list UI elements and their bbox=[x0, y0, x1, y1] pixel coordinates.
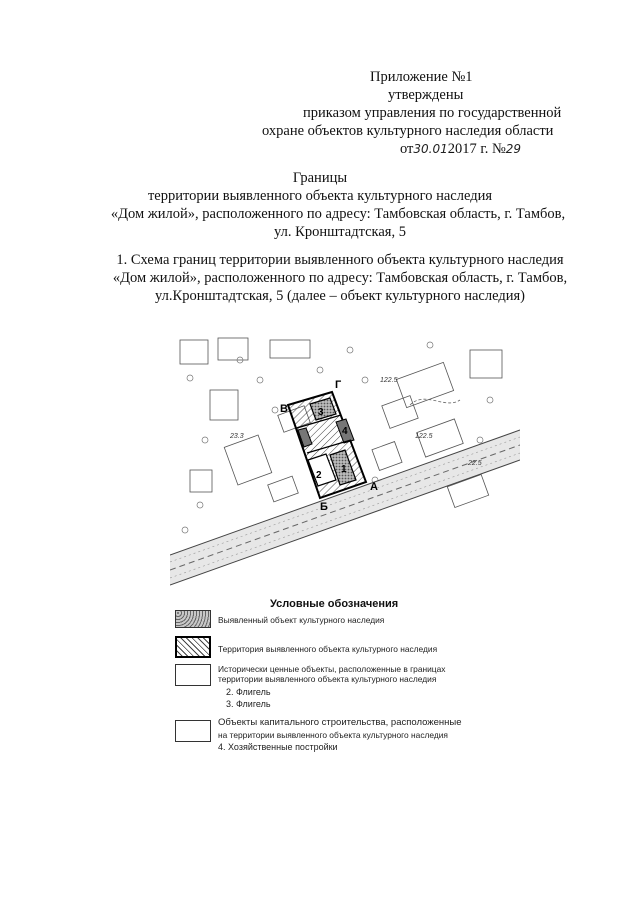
parcel-number-4: 4 bbox=[342, 426, 348, 437]
elevation-mark-2: 23.3 bbox=[230, 433, 244, 440]
legend-title: Условные обозначения bbox=[270, 598, 399, 610]
date-prefix: от bbox=[400, 141, 414, 157]
boundary-map bbox=[170, 330, 520, 590]
point-label-g: Г bbox=[335, 379, 342, 391]
legend-sub-outbuilding-2: 2. Флигель bbox=[226, 687, 271, 697]
legend-swatch-historic bbox=[175, 664, 211, 686]
parcel-number-1: 1 bbox=[341, 464, 347, 475]
legend-item-historic-2: территории выявленного объекта культурного наследия bbox=[218, 674, 437, 684]
section-heading-2: «Дом жилой», расположенного по адресу: Тамбовская область, г. Тамбов, bbox=[112, 270, 568, 286]
point-label-a: А bbox=[370, 481, 378, 493]
date-year: 2017 г. № bbox=[447, 141, 506, 157]
section-heading-1: 1. Схема границ территории выявленного объекта культурного наследия bbox=[116, 252, 564, 268]
legend-swatch-territory bbox=[175, 636, 211, 658]
appendix-label: Приложение №1 bbox=[370, 69, 473, 85]
order-line-2: охране объектов культурного наследия области bbox=[262, 123, 554, 139]
point-label-v: В bbox=[280, 403, 288, 415]
legend-swatch-heritage bbox=[175, 610, 211, 628]
point-label-b: Б bbox=[320, 501, 328, 513]
handwritten-date: 30.01 bbox=[413, 142, 448, 156]
legend-swatch-capital bbox=[175, 720, 211, 742]
parcel-number-3: 3 bbox=[318, 407, 324, 418]
legend-sub-outbuilding-3: 3. Флигель bbox=[226, 699, 271, 709]
legend-item-capital-2: на территории выявленного объекта культурного наследия bbox=[218, 730, 448, 740]
section-heading-3: ул.Кронштадтская, 5 (далее – объект культурного наследия) bbox=[155, 288, 525, 304]
approved-label: утверждены bbox=[388, 87, 464, 103]
elevation-mark-1: 122.5 bbox=[380, 377, 398, 384]
legend-item-capital-1: Объекты капитального строительства, расположенные bbox=[218, 717, 462, 728]
legend-item-territory: Территория выявленного объекта культурного наследия bbox=[218, 644, 438, 654]
doc-title-2: территории выявленного объекта культурного наследия bbox=[147, 188, 493, 204]
elevation-mark-3: 122.5 bbox=[415, 433, 433, 440]
doc-title-1: Границы bbox=[292, 170, 348, 186]
doc-title-4: ул. Кронштадтская, 5 bbox=[274, 224, 406, 240]
legend-sub-utility: 4. Хозяйственные постройки bbox=[218, 742, 338, 752]
handwritten-number: 29 bbox=[505, 142, 522, 156]
elevation-mark-4: 22.5 bbox=[468, 460, 482, 467]
order-line-1: приказом управления по государственной bbox=[303, 105, 562, 121]
parcel-number-2: 2 bbox=[316, 470, 322, 481]
doc-title-3: «Дом жилой», расположенного по адресу: Тамбовская область, г. Тамбов, bbox=[110, 206, 566, 222]
order-date-line bbox=[400, 140, 521, 158]
legend-item-historic-1: Исторически ценные объекты, расположенные в границах bbox=[218, 664, 446, 674]
legend-item-heritage: Выявленный объект культурного наследия bbox=[218, 615, 385, 625]
